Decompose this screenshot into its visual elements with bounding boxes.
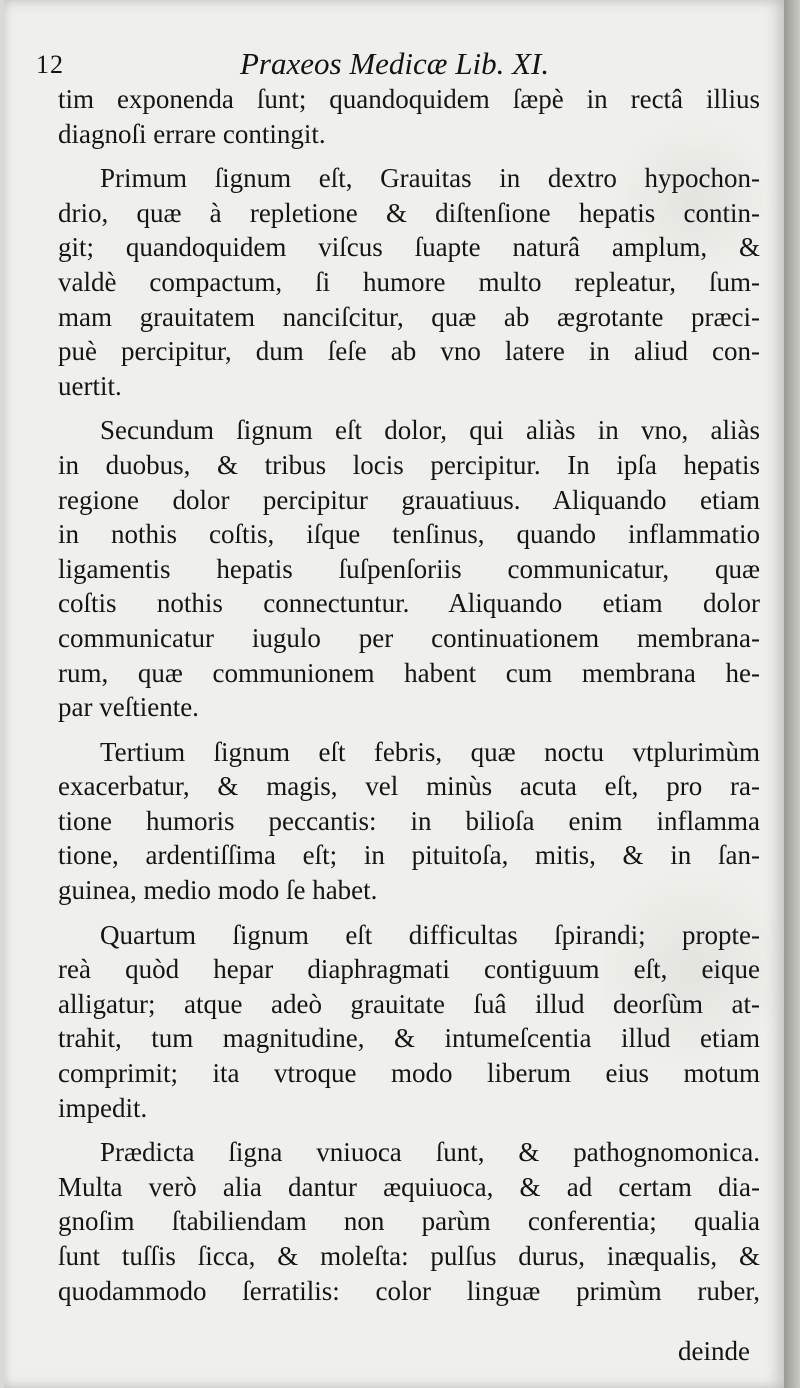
text-line: ſunt tuſſis ſicca, & moleſta: pulſus durus, inæqualis, & xyxy=(58,1241,760,1271)
paragraph-primum-signum xyxy=(58,161,760,403)
text-line: tione humoris peccantis: in bilioſa enim inflamma xyxy=(58,805,760,836)
body-text xyxy=(58,82,760,1318)
text-line: comprimit; ita vtroque modo liberum eius motum xyxy=(58,1058,760,1089)
text-line: Prædicta ſigna vniuoca ſunt, & pathognomonica. xyxy=(100,1137,760,1168)
page-edge-shadow xyxy=(784,0,800,1388)
text-line: coſtis nothis connectuntur. Aliquando etiam dolor xyxy=(58,588,760,619)
text-line: trahit, tum magnitudine, & intumeſcentia illud etiam xyxy=(58,1023,760,1054)
text-line: tim exponenda ſunt; quandoquidem ſæpè in rectâ illius xyxy=(58,84,760,114)
text-line: guinea, medio modo ſe habet. xyxy=(58,875,378,906)
text-line: in duobus, & tribus locis percipitur. In ipſa hepatis xyxy=(58,449,760,480)
text-line: Tertium ſignum eſt febris, quæ noctu vtplurimùm xyxy=(100,736,760,767)
text-line: ligamentis hepatis ſuſpenſoriis communicatur, quæ xyxy=(58,553,760,584)
text-line: git; quandoquidem viſcus ſuapte naturâ amplum, & xyxy=(58,232,760,263)
paragraph-praedicta-signa xyxy=(58,1135,760,1308)
text-line: reà quòd hepar diaphragmati contiguum eſt, eique xyxy=(58,954,760,985)
text-line: gnoſim ſtabiliendam non parùm conferentia; qualia xyxy=(58,1206,760,1237)
text-line: alligatur; atque adeò grauitate ſuâ illud deorſùm at- xyxy=(58,988,760,1019)
paragraph-tertium-signum xyxy=(58,735,760,908)
text-line: rum, quæ communionem habent cum membrana he- xyxy=(58,657,760,688)
text-line: Multa verò alia dantur æquiuoca, & ad certam dia- xyxy=(58,1171,760,1202)
text-line: drio, quæ à repletione & diſtenſione hepatis contin- xyxy=(58,197,760,228)
text-line: valdè compactum, ſi humore multo repleatur, ſum- xyxy=(58,266,760,297)
text-line: communicatur iugulo per continuationem membrana- xyxy=(58,622,760,653)
text-line: Primum ſignum eſt, Grauitas in dextro hypochon- xyxy=(100,163,760,194)
text-line: regione dolor percipitur grauatiuus. Aliquando etiam xyxy=(58,484,760,515)
text-line: diagnoſi errare contingit. xyxy=(58,118,326,149)
paragraph-continuation xyxy=(58,82,760,151)
running-title: Praxeos Medicæ Lib. XI. xyxy=(240,46,550,81)
text-line: in nothis coſtis, iſque tenſinus, quando inflammatio xyxy=(58,519,760,550)
text-line: uertit. xyxy=(58,370,122,401)
text-line: puè percipitur, dum ſeſe ab vno latere in aliud con- xyxy=(58,336,760,367)
text-line: quodammodo ſerratilis: color linguæ primùm ruber, xyxy=(58,1275,760,1306)
book-page xyxy=(4,0,784,1388)
paragraph-quartum-signum xyxy=(58,918,760,1126)
text-line: tione, ardentiſſima eſt; in pituitoſa, mitis, & in ſan- xyxy=(58,840,760,871)
catchword: deinde xyxy=(678,1336,750,1366)
paragraph-secundum-signum xyxy=(58,413,760,724)
text-line: mam grauitatem nanciſcitur, quæ ab ægrotante præci- xyxy=(58,301,760,332)
text-line: exacerbatur, & magis, vel minùs acuta eſt, pro ra- xyxy=(58,771,760,802)
page-number: 12 xyxy=(36,50,64,79)
text-line: impedit. xyxy=(58,1092,148,1123)
text-line: Secundum ſignum eſt dolor, qui aliàs in vno, aliàs xyxy=(100,415,760,446)
text-line: Quartum ſignum eſt difficultas ſpirandi; propte- xyxy=(100,919,760,950)
text-line: par veſtiente. xyxy=(58,692,199,723)
